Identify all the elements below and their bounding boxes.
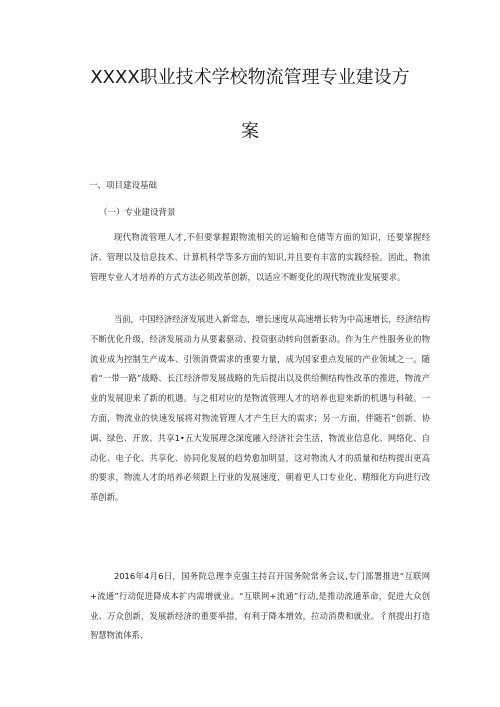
body-paragraph: 现代物流管理人才,不但要掌握跟物流相关的运输和仓储等方面的知识，还要掌握经济、管理以及信息技术、计算机科学等多方面的知识,并且要有丰富的实践经验。因此，物流管理专业人才培养的方式方法必须改革创新，以适应不断变化的现代物流业发展要求。 (90, 232, 430, 282)
body-paragraph: 2016年4月6日，国务院总理李克强主持召开国务院常务会议,专门部署推进“互联网+流通”行动促进降成本扩内需增就业。“互联网+流通”行动,是推动流通革命，促进大众创业、万众创新，发展新经济的重要举措，有利于降本增效，拉动消费和就业。彳剂提出打造智慧物流体系、 (90, 571, 430, 641)
document-title-line2: 案 (241, 121, 259, 142)
body-paragraph: 当前，中国经济经济发展进入新常态，增长速度从高速增长转为中高速增长，经济结构不断优化升级，经济发展动力从要素驱动、投资驱动转向创新驱动。作为生产性服务业的物流业成为控制生产成本、引领消费需求的重要力量，成为国家重点发展的产业领域之一。随着“一带一路”战略、长江经济带发展战略的先后提出以及供给侧结构性改革的推进，物流产业的发展迎来了新的机遇。与之相对应的是物流管理人才的培养也迎来新的机遇与科破。一方面，物流业的快速发展将对物流管理人才产生巨大的需求；另一方面，伴随若“创新、协调、绿色、开放、共享1•五大发展理念深度融入经济社会生活，物流业信息化、网络化、自动化、电子化、共享化、协同化发展的趋势愈加明显，这对物流人才的质量和结构提出更高的要求，物流人才的培养必须跟上行业的发展速度，朝着更人口专业化、精细化方向进行改革创新。 (90, 314, 430, 503)
section-heading: 一、项目建设基础 (89, 181, 158, 191)
document-title-line1: XXXX职业技术学校物流管理专业建设方 (90, 67, 410, 88)
subsection-heading: （一）专业建设背景 (99, 208, 176, 218)
